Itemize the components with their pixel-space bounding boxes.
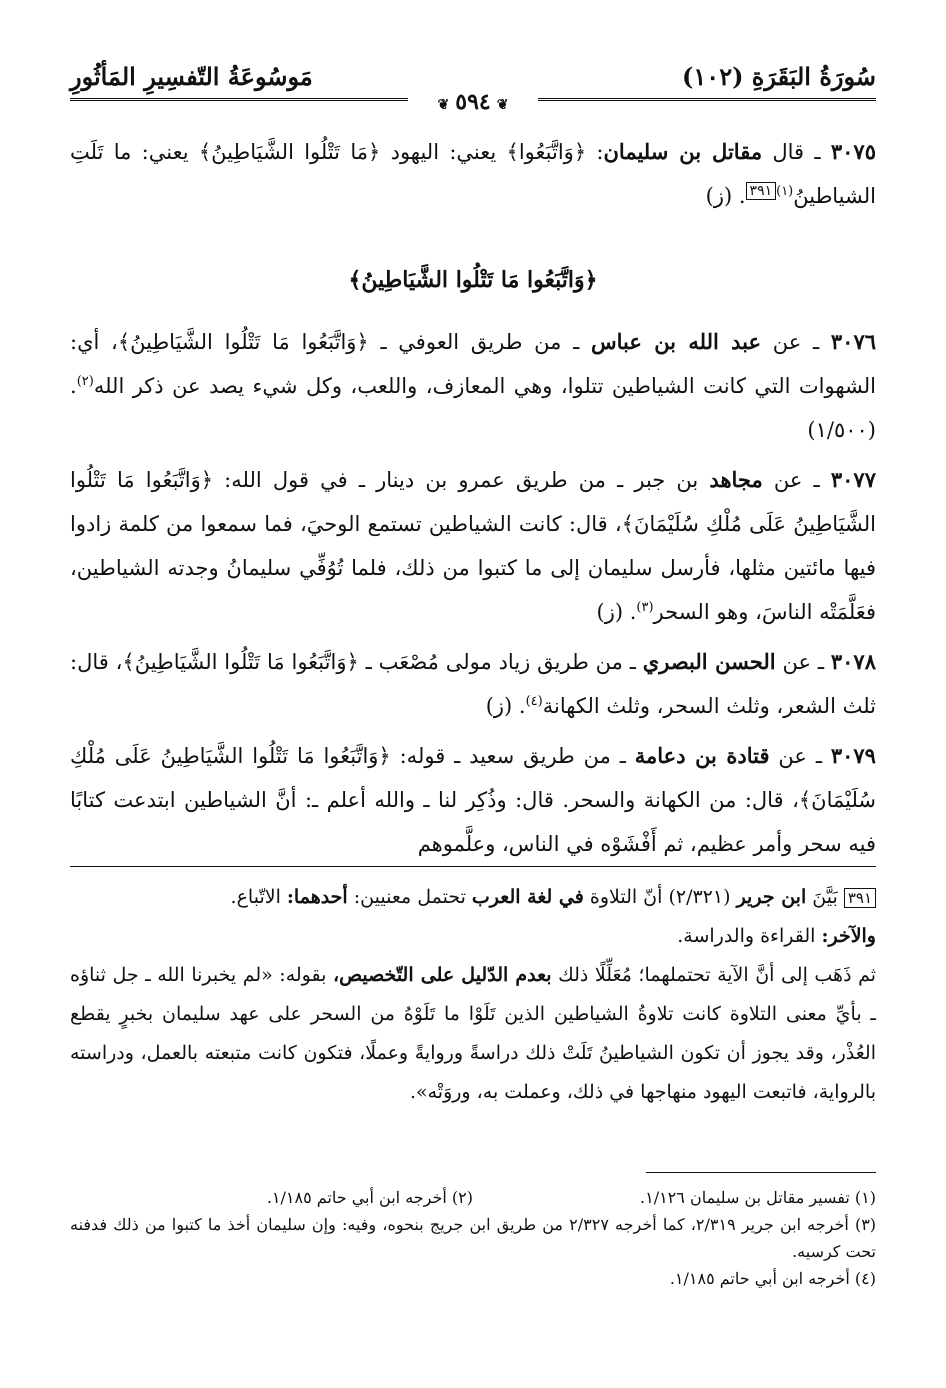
comment-quote: بقوله: «لم يخبرنا الله ـ جل ثناؤه ـ بأيِّ معنى التلاوة كانت تلاوةُ الشياطين الذين تَلَوْا ما تَلَوْهُ من السحر على عهد سليمان بخبرٍ يقطع العُذْر، وقد يجوز أن تكون الشياطينُ تَلَتْ ذلك دراسةً وروايةً وعملًا، فتكون كانت متبعته بالعمل، ودراسته بالرواية، فاتبعت اليهود منهاجها في ذلك، وعملت به، وروَتْه». [70,964,877,1103]
entry-number: ٣٠٧٨ [830,649,876,674]
comment-text: ثم ذَهَب إلى أنَّ الآية تحتملهما؛ مُعَلِّلًا ذلك [558,964,877,986]
comment-paragraph [70,956,876,1112]
footnote-ref: (٣) [636,600,654,615]
entry-tail: . (ز) [596,600,637,624]
comment-emphasis: والآخر: [821,925,876,947]
entry-3075 [70,130,876,218]
entry-tail: . (ز) [485,694,526,718]
footnote-4: (٤) أخرجه ابن أبي حاتم ١/١٨٥. [669,1269,876,1288]
comment-text: بَيَّنَ [812,886,838,908]
footnote-row [70,1184,876,1211]
footnote-3: (٣) أخرجه ابن جرير ٢/٣١٩، كما أخرجه ٢/٣٢٧ من طريق ابن جريج بنحوه، وفيه: وإن سليمان أخذ ما كتبوا من ذلك فدفنه تحت كرسيه. [70,1215,877,1261]
entry-3077 [70,458,876,634]
ornament-icon: ❦ [437,97,450,113]
entry-number: ٣٠٧٧ [830,467,876,492]
footnote-ref: (١) [776,184,794,199]
entry-tail: . (١/٥٠٠) [70,374,876,442]
entry-number: ٣٠٧٥ [830,139,876,164]
comment-text: القراءة والدراسة. [677,925,816,947]
section-title: ﴿وَاتَّبَعُوا مَا تَتْلُوا الشَّيَاطِينُ﴾ [348,267,598,293]
footnote-rule [646,1172,876,1173]
entry-3079 [70,734,876,866]
footnote-ref: (٢) [76,374,94,389]
entry-text: بن جبر ـ من طريق عمرو بن دينار ـ في قول الله: ﴿وَاتَّبَعُوا مَا تَتْلُوا الشَّيَاطِينُ عَلَى مُلْكِ سُلَيْمَانَ﴾، قال: كانت الشياطين تستمع الوحيَ، فما سمعوا من كلمة زادوا فيها مائتين مثلها، فأرسل سليمان إلى ما كتبوا من ذلك، فلما تُوُفِّي سليمانُ وجدته الشياطين، فعَلَّمَتْه الناسَ، وهو السحر [70,468,876,624]
footnote-ref: (٤) [525,694,543,709]
comment-line-1 [70,878,876,917]
entry-number: ٣٠٧٩ [830,743,876,768]
entry-lead: ـ عن [773,468,820,492]
comment-emphasis: أحدهما: [286,886,348,908]
narrator-name: عبد الله بن عباس [590,329,762,354]
page-number-value: ٥٩٤ [455,89,491,115]
footnote-2: (٢) أخرجه ابن أبي حاتم ١/١٨٥. [266,1188,473,1207]
entry-number: ٣٠٧٦ [830,329,877,354]
ornament-icon: ❦ [496,97,509,113]
entry-text: : ﴿وَاتَّبَعُوا﴾ يعني: اليهود ﴿مَا تَتْلُوا الشَّيَاطِينُ﴾ يعني: ما تَلَتِ الشياطينُ [70,140,876,208]
entry-text: ـ من طريق العوفي ـ ﴿وَاتَّبَعُوا مَا تَتْلُوا الشَّيَاطِينُ﴾، أي: الشهوات التي كانت الشياطين تتلوا، وهي المعازف، واللعب، وكل شيء يصد عن ذكر الله [70,330,876,398]
entry-3076 [70,320,876,452]
page-number [408,88,538,116]
footnotes [70,1184,876,1292]
comment-box [70,878,876,1112]
comment-text: الاتّباع. [230,886,281,908]
main-text [70,130,876,872]
book-title: مَوسُوعَةُ التّفسِيرِ المَأثُورِ [70,62,313,91]
comment-emphasis: بعدم الدّليل على التّخصيص، [332,964,552,986]
entry-lead: ـ عن [778,744,822,768]
comment-marker: ٣٩١ [844,888,876,908]
narrator-name: قتادة بن دعامة [634,743,770,768]
entry-3078 [70,640,876,728]
surah-title: سُورَةُ البَقَرَةِ (١٠٢) [682,62,876,91]
narrator-name: الحسن البصري [642,649,776,674]
footnote-1: (١) تفسير مقاتل بن سليمان ١/١٢٦. [640,1188,876,1207]
entry-text: ـ من طريق زياد مولى مُصْعَب ـ ﴿وَاتَّبَعُوا مَا تَتْلُوا الشَّيَاطِينُ﴾، قال: ثلث الشعر، وثلث السحر، وثلث الكهانة [70,650,876,718]
comment-text: (٢/٣٢١) أنّ التلاوة [589,886,731,908]
entry-lead: ـ عن [772,330,820,354]
comment-line-2 [70,917,876,956]
narrator-name: مجاهد [709,467,763,492]
entry-tail: . (ز) [705,184,746,208]
comment-author: ابن جرير [736,886,807,908]
comment-rule [70,866,876,867]
entry-lead: ـ عن [782,650,824,674]
narrator-name: مقاتل بن سليمان [603,139,763,164]
entry-lead: ـ قال [772,140,821,164]
entry-text: ـ من طريق سعيد ـ قوله: ﴿وَاتَّبَعُوا مَا تَتْلُوا الشَّيَاطِينُ عَلَى مُلْكِ سُلَيْمَانَ﴾، قال: من الكهانة والسحر. قال: وذُكِر لنا ـ والله أعلم ـ: أنَّ الشياطين ابتدعت كتابًا فيه سحر وأمر عظيم، ثم أَفْشَوْه في الناس، وعلَّموهم [70,744,876,856]
comment-emphasis: في لغة العرب [471,886,584,908]
comment-marker: ٣٩١ [746,182,777,200]
comment-text: تحتمل معنيين: [353,886,466,908]
